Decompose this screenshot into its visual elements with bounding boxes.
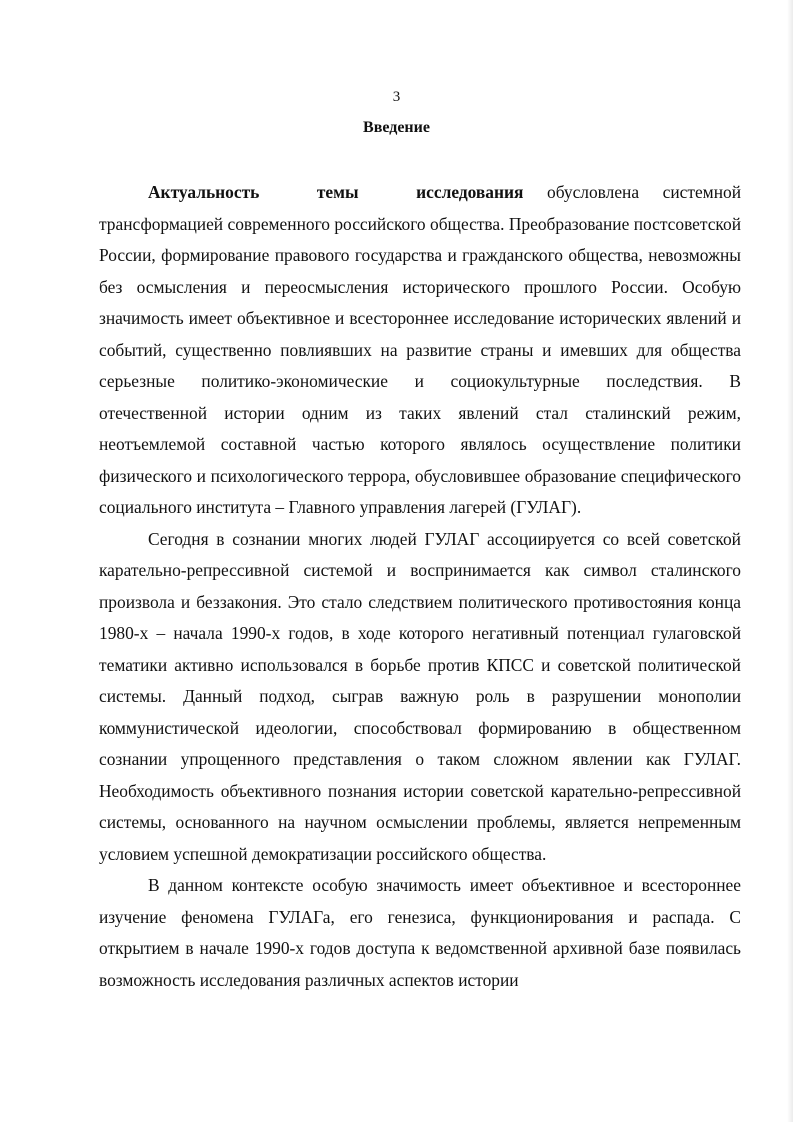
paragraph-2 [99,524,741,871]
paragraph-3-text: В данном контексте особую значимость имеет объективное и всестороннее изучение феномена ГУЛАГа, его генезиса, функционирования и распада. С открытием в начале 1990-х годов доступа к ведомственной архивной базе появилась возможность исследования различных аспектов истории [99,875,741,990]
paragraph-1 [99,177,741,524]
paragraph-1-lead: Актуальность темы исследования [148,182,524,202]
section-heading: Введение [363,119,430,136]
page-number: 3 [392,89,401,105]
paragraph-2-text: Сегодня в сознании многих людей ГУЛАГ ассоциируется со всей советской карательно-репрессивной системой и воспринимается как символ сталинского произвола и беззакония. Это стало следствием политического противостояния конца 1980-х – начала 1990-х годов, в ходе которого негативный потенциал гулаговской тематики активно использовался в борьбе против КПСС и советской политической системы. Данный подход, сыграв важную роль в разрушении монополии коммунистической идеологии, способствовал формированию в общественном сознании упрощенного представления о таком сложном явлении как ГУЛАГ. Необходимость объективного познания истории советской карательно-репрессивной системы, основанного на научном осмыслении проблемы, является непременным условием успешной демократизации российского общества. [99,528,741,864]
paragraph-3 [99,870,741,996]
scan-edge-shadow [787,0,793,1122]
body-text [99,177,741,996]
paragraph-1-text: обусловлена системной трансформацией современного российского общества. Преобразование постсоветской России, формирование правового государства и гражданского общества, невозможны без осмысления и переосмысления исторического прошлого России. Особую значимость имеет объективное и всестороннее исследование исторических явлений и событий, существенно повлиявших на развитие страны и имевших для общества серьезные политико-экономические и социокультурные последствия. В отечественной истории одним из таких явлений стал сталинский режим, неотъемлемой составной частью которого являлось осуществление политики физического и психологического террора, обусловившее образование специфического социального института – Главного управления лагерей (ГУЛАГ). [99,182,741,517]
